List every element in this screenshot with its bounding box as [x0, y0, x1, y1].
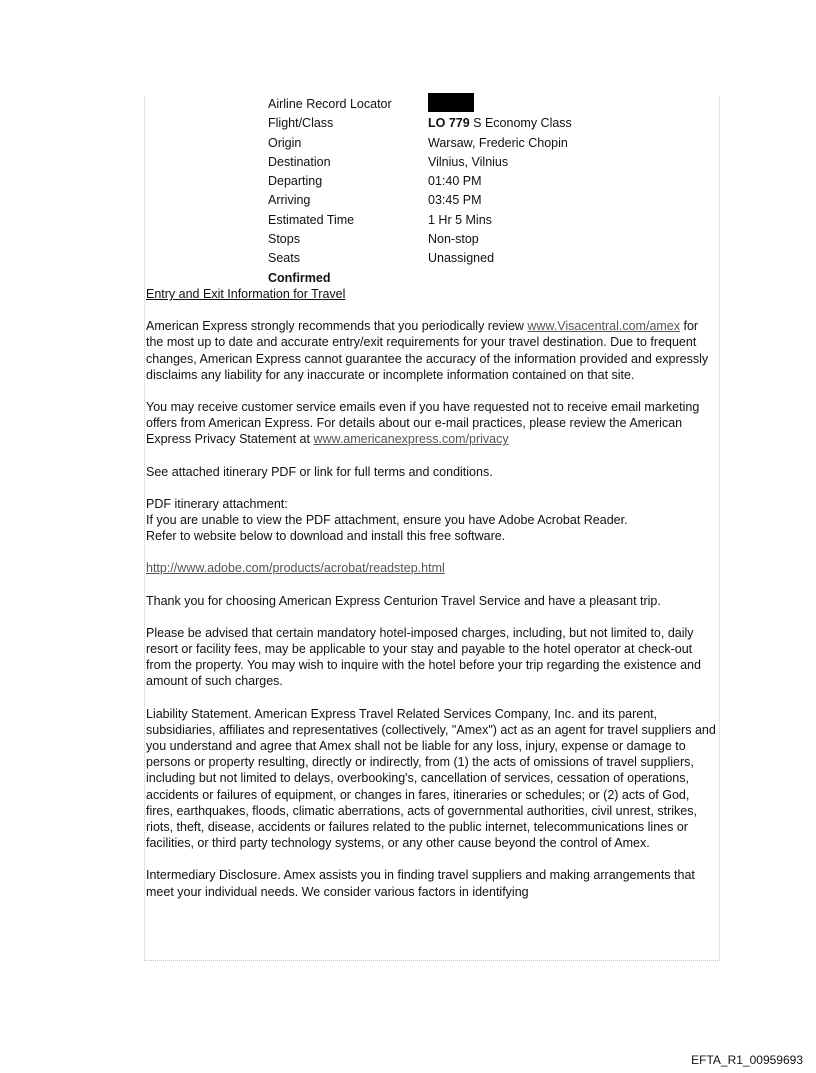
flight-row-origin [268, 134, 572, 153]
hotel-charges-paragraph: Please be advised that certain mandatory hotel-imposed charges, including, but not limited to, daily resort or facility fees, may be applicable to your stay and payable to the hotel operator at check-out from the property. You may wish to inquire with the hotel before your trip regarding the existence and amount of such charges. [146, 625, 701, 689]
pdf-line-2: Refer to website below to download and install this free software. [146, 529, 506, 544]
visacentral-text-before: American Express strongly recommends that you periodically review [146, 319, 528, 334]
flight-class: S Economy Class [469, 116, 572, 131]
flight-label: Stops [268, 232, 300, 247]
flight-row-estimated-time [268, 211, 572, 230]
flight-row-departing [268, 172, 572, 191]
flight-value: 1 Hr 5 Mins [428, 212, 492, 227]
flight-row-arriving [268, 191, 572, 210]
visacentral-paragraph [146, 318, 718, 383]
visacentral-link[interactable]: www.Visacentral.com/amex [527, 319, 681, 334]
flight-value [428, 95, 572, 114]
adobe-reader-link[interactable]: http://www.adobe.com/products/acrobat/readstep.html [146, 561, 445, 576]
flight-row-destination [268, 153, 572, 172]
flight-label: Departing [268, 174, 323, 189]
flight-row-record-locator [268, 95, 572, 114]
privacy-link[interactable]: www.americanexpress.com/privacy [313, 432, 509, 447]
flight-label: Seats [268, 251, 300, 266]
flight-row-seats [268, 249, 572, 268]
adobe-paragraph [146, 560, 718, 576]
privacy-text: You may receive customer service emails even if you have requested not to receive email marketing offers from American Express. For details about our e-mail practices, please review the American Express Privacy Statement at [146, 400, 700, 447]
flight-value: 01:40 PM [428, 174, 482, 189]
pdf-line-1: If you are unable to view the PDF attachment, ensure you have Adobe Acrobat Reader. [146, 513, 628, 528]
flight-label: Estimated Time [268, 212, 355, 227]
privacy-paragraph [146, 399, 718, 448]
flight-label: Destination [268, 154, 331, 169]
flight-label: Origin [268, 135, 302, 150]
flight-row-stops [268, 230, 572, 249]
thank-you-paragraph: Thank you for choosing American Express Centurion Travel Service and have a pleasant trip. [146, 593, 661, 608]
document-id: EFTA_R1_00959693 [691, 1053, 803, 1067]
liability-statement-paragraph: Liability Statement. American Express Travel Related Services Company, Inc. and its parent, subsidiaries, affiliates and representatives (collectively, "Amex") act as an agent for travel suppliers and you understand and agree that Amex shall not be liable for any loss, injury, expense or damage to persons or property resulting, directly or indirectly, from (1) the acts of omissions of travel suppliers, including but not limited to delays, overbooking's, cancellation of services, cessation of operations, accidents or failures of equipment, or changes in fares, itineraries or schedules; or (2) acts of God, fires, earthquakes, floods, climatic aberrations, acts of governmental authorities, civil unrest, strikes, riots, theft, disease, accidents or failures related to the public internet, telecommunications lines or facilities, or third party technology systems, or any other cause beyond the control of Amex. [146, 706, 716, 851]
flight-details-table [268, 95, 572, 288]
pdf-attachment-paragraph [146, 496, 718, 545]
pdf-title: PDF itinerary attachment: [146, 496, 288, 511]
visacentral-text-after: for the most up to date and accurate entry/exit requirements for your travel destination. Due to frequent changes, American Express cannot guarantee the accuracy of the information provided and expressly disclaims any liability for any inaccurate or incomplete information contained on that site. [146, 319, 709, 382]
flight-label: Arriving [268, 193, 311, 208]
flight-row-flight-class [268, 114, 572, 133]
flight-label: Airline Record Locator [268, 97, 392, 111]
flight-value: Non-stop [428, 232, 479, 247]
entry-exit-heading: Entry and Exit Information for Travel [146, 287, 346, 301]
flight-label: Flight/Class [268, 116, 334, 131]
booking-status: Confirmed [268, 270, 331, 285]
flight-number: LO 779 [428, 116, 470, 131]
flight-value [428, 114, 572, 133]
flight-value: Warsaw, Frederic Chopin [428, 135, 568, 150]
flight-value: Vilnius, Vilnius [428, 154, 509, 169]
flight-value: 03:45 PM [428, 193, 482, 208]
intermediary-disclosure-paragraph: Intermediary Disclosure. Amex assists you in finding travel suppliers and making arrangements that meet your individual needs. We consider various factors in identifying [146, 868, 695, 899]
terms-content [146, 286, 718, 900]
itinerary-terms-paragraph: See attached itinerary PDF or link for full terms and conditions. [146, 464, 493, 479]
flight-value: Unassigned [428, 251, 495, 266]
